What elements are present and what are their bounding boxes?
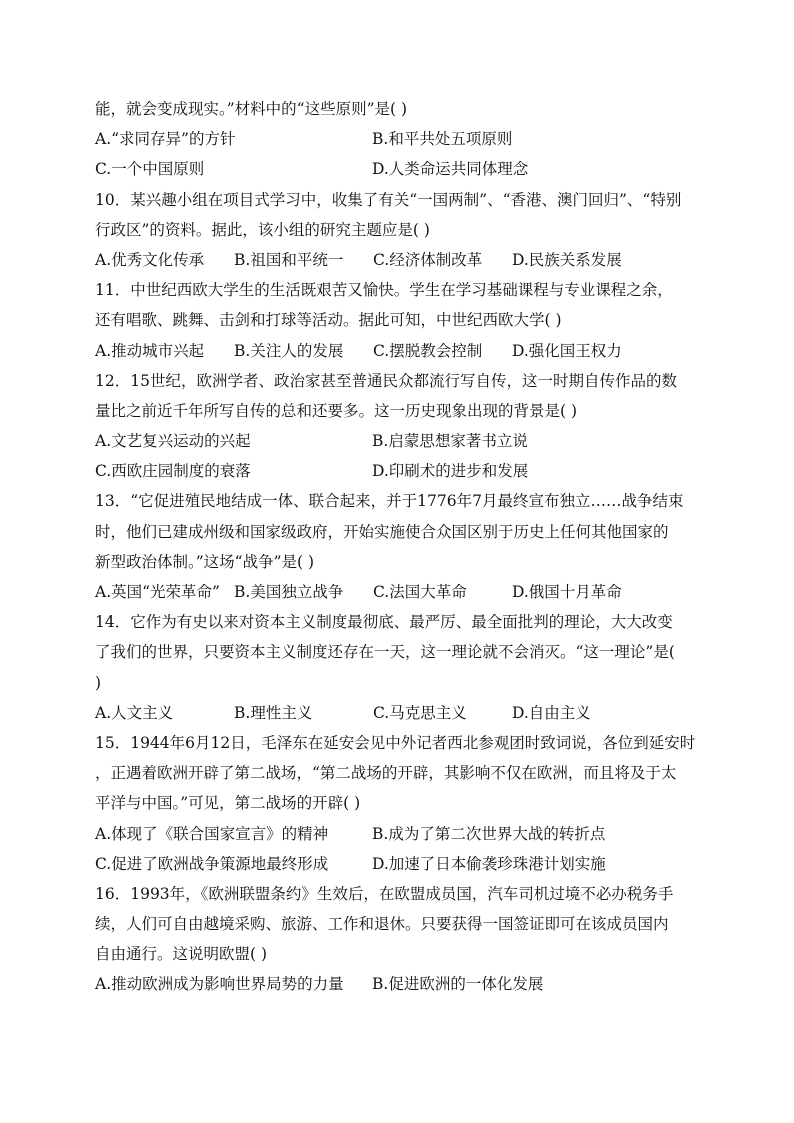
q16-option-a: A.推动欧洲成为影响世界局势的力量 — [95, 975, 344, 994]
q16-option-b: B.促进欧洲的一体化发展 — [372, 975, 544, 994]
q10-option-a: A.优秀文化传承 — [95, 250, 205, 269]
q10-stem-line-2: 行政区”的资料。据此，该小组的研究主题应是( ) — [95, 220, 430, 239]
q11-options — [95, 336, 703, 366]
q15-option-b: B.成为了第二次世界大战的转折点 — [372, 824, 606, 843]
q12-options-row-2 — [95, 456, 703, 486]
q14-option-b: B.理性主义 — [234, 703, 313, 722]
q15-option-d: D.加速了日本偷袭珍珠港计划实施 — [372, 854, 606, 873]
q15-stem-line-2: ，正遇着欧洲开辟了第二战场，“第二战场的开辟，其影响不仅在欧洲，而且将及于太 — [95, 764, 677, 783]
question-list — [95, 94, 703, 1000]
q16-stem-line-3: 自由通行。这说明欧盟( ) — [95, 945, 268, 964]
q12-stem-line-1: 12．15世纪，欧洲学者、政治家甚至普通民众都流行写自传，这一时期自传作品的数 — [95, 371, 677, 390]
q15-stem-line-3: 平洋与中国。”可见，第二战场的开辟( ) — [95, 794, 361, 813]
q10-options — [95, 245, 703, 275]
q13-option-d: D.俄国十月革命 — [512, 583, 622, 601]
q9-options-row-1 — [95, 124, 703, 154]
q11-option-c: C.摆脱教会控制 — [373, 341, 483, 360]
q13-stem-line-3: 新型政治体制。”这场“战争”是( ) — [95, 552, 315, 571]
q15-option-a: A.体现了《联合国家宣言》的精神 — [95, 824, 329, 843]
q15-option-c: C.促进了欧洲战争策源地最终形成 — [95, 854, 329, 873]
q10-stem-line-1: 10．某兴趣小组在项目式学习中，收集了有关“一国两制”、“香港、澳门回归”、“特别 — [95, 190, 682, 209]
q12-option-b: B.启蒙思想家著书立说 — [372, 432, 528, 451]
q11-option-a: A.推动城市兴起 — [95, 341, 205, 360]
q9-option-d: D.人类命运共同体理念 — [372, 160, 529, 179]
q10-option-b: B.祖国和平统一 — [234, 250, 344, 269]
q15-stem-line-1: 15．1944年6月12日，毛泽东在延安会见中外记者西北参观团时致词说，各位到延安时 — [95, 733, 696, 752]
q9-options-row-2 — [95, 154, 703, 184]
q16-stem-line-1: 16．1993年，《欧洲联盟条约》生效后，在欧盟成员国，汽车司机过境不必办税务手 — [95, 884, 674, 903]
q13-stem-line-1: 13．“它促进殖民地结成一体、联合起来，并于1776年7月最终宣布独立……战争结束 — [95, 492, 684, 511]
q14-stem-line-1: 14．它作为有史以来对资本主义制度最彻底、最严厉、最全面批判的理论，大大改变 — [95, 613, 673, 632]
q12-option-a: A.文艺复兴运动的兴起 — [95, 432, 251, 451]
q14-stem-line-2: 了我们的世界，只要资本主义制度还存在一天，这一理论就不会消灭。“这一理论”是( — [95, 643, 675, 662]
q14-option-d: D.自由主义 — [512, 703, 591, 722]
q14-stem-line-3: ) — [95, 673, 102, 692]
q10-option-c: C.经济体制改革 — [373, 250, 483, 269]
q11-option-b: B.关注人的发展 — [234, 341, 344, 360]
q14-option-a: A.人文主义 — [95, 703, 174, 722]
q9-option-c: C.一个中国原则 — [95, 160, 205, 179]
q10-option-d: D.民族关系发展 — [512, 250, 622, 269]
q9-stem-tail: 能，就会变成现实。”材料中的“这些原则”是( ) — [95, 100, 408, 118]
q9-option-a: A.“求同存异”的方针 — [95, 130, 236, 149]
q15-options-row-1 — [95, 819, 703, 849]
q13-stem-line-2: 时，他们已建成州级和国家级政府，开始实施使合众国区别于历史上任何其他国家的 — [95, 522, 669, 541]
q14-options — [95, 698, 703, 728]
q12-option-d: D.印刷术的进步和发展 — [372, 462, 529, 481]
q13-option-a: A.英国“光荣革命” — [95, 583, 220, 601]
q13-options — [95, 577, 703, 607]
q9-option-b: B.和平共处五项原则 — [372, 130, 513, 149]
q15-options-row-2 — [95, 849, 703, 879]
q11-stem-line-2: 还有唱歌、跳舞、击剑和打球等活动。据此可知，中世纪西欧大学( ) — [95, 311, 562, 330]
q12-option-c: C.西欧庄园制度的衰落 — [95, 462, 251, 481]
q13-option-b: B.美国独立战争 — [234, 583, 344, 601]
q12-options-row-1 — [95, 426, 703, 456]
q11-stem-line-1: 11．中世纪西欧大学生的生活既艰苦又愉快。学生在学习基础课程与专业课程之余， — [95, 281, 673, 300]
q14-option-c: C.马克思主义 — [373, 703, 467, 722]
q11-option-d: D.强化国王权力 — [512, 341, 622, 360]
q12-stem-line-2: 量比之前近千年所写自传的总和还要多。这一历史现象出现的背景是( ) — [95, 401, 578, 420]
q16-stem-line-2: 续，人们可自由越境采购、旅游、工作和退休。只要获得一国签证即可在该成员国内 — [95, 915, 669, 934]
q16-options-row-1 — [95, 969, 703, 999]
q13-option-c: C.法国大革命 — [373, 583, 467, 601]
